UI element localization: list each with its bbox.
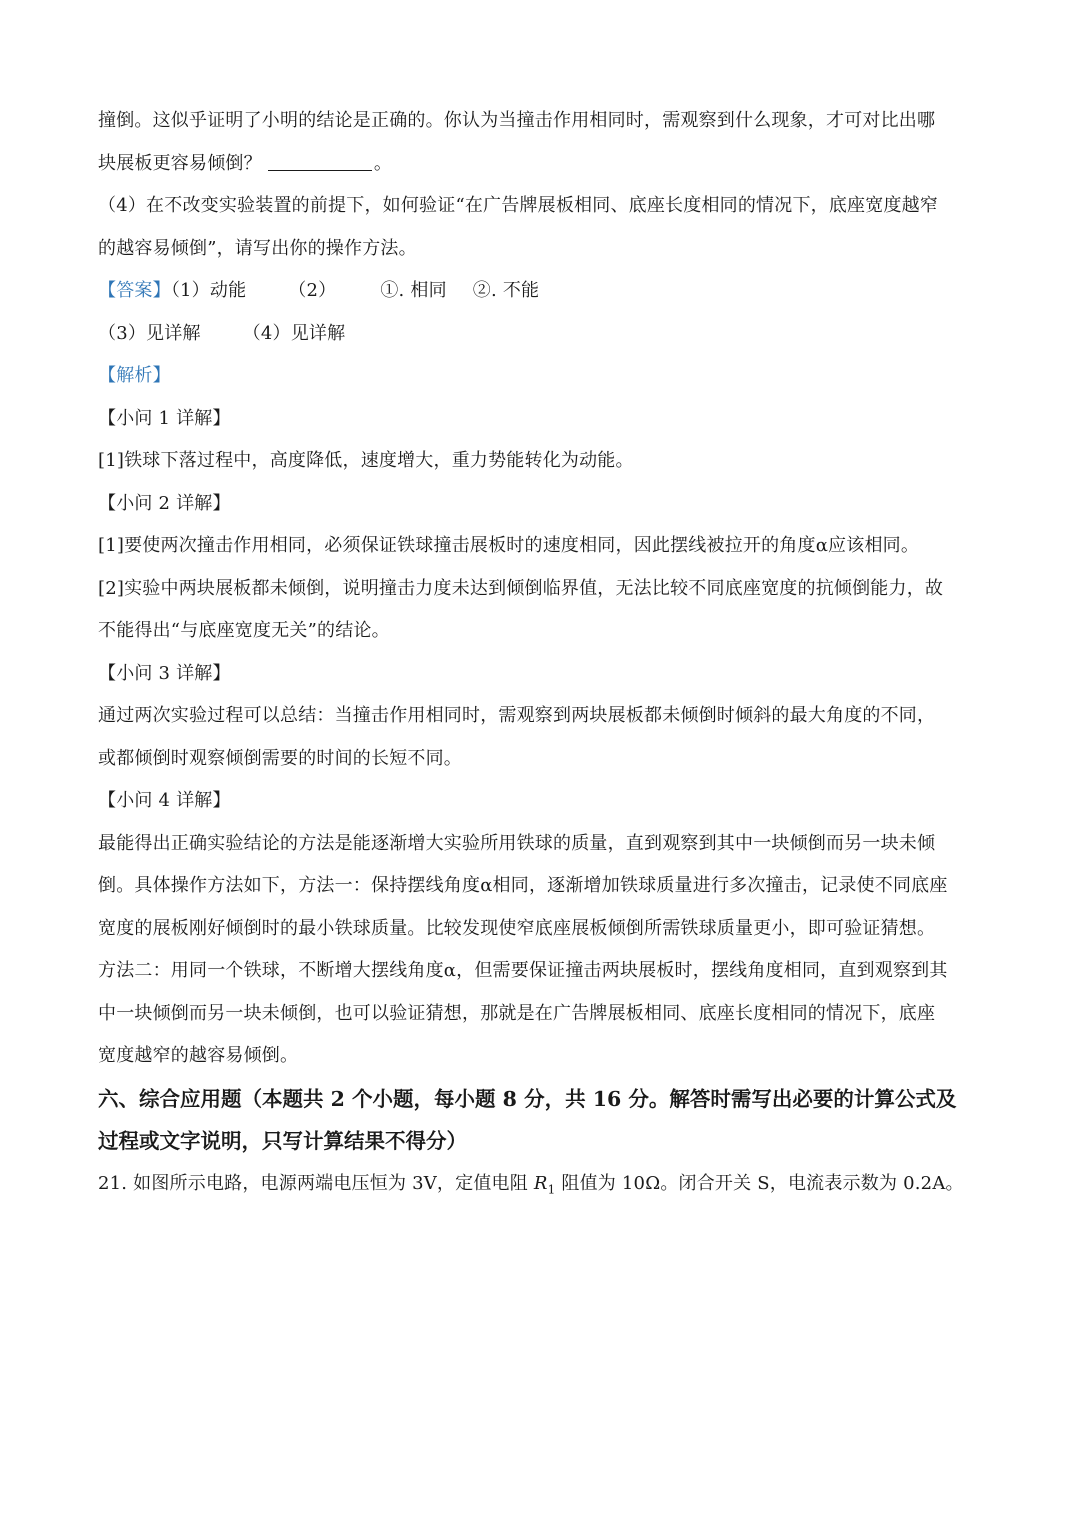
question-21-text: 21. 如图所示电路，电源两端电压恒为 3V，定值电阻 xyxy=(98,1172,534,1194)
answer-item: ①. 相同 xyxy=(380,280,447,301)
question-4-line: （4）在不改变实验装置的前提下，如何验证“在广告牌展板相同、底座长度相同的情况下，底座宽度越窄 xyxy=(98,195,939,216)
analysis-text: [1]要使两次撞击作用相同，必须保证铁球撞击展板时的速度相同，因此摆线被拉开的角度α应该相同。 xyxy=(98,535,920,556)
analysis-text: 倒。具体操作方法如下，方法一：保持摆线角度α相同，逐渐增加铁球质量进行多次撞击，记录使不同底座 xyxy=(98,875,948,896)
analysis-text: [2]实验中两块展板都未倾倒，说明撞击力度未达到倾倒临界值，无法比较不同底座宽度的抗倾倒能力，故 xyxy=(98,577,944,599)
analysis-text: 通过两次实验过程可以总结：当撞击作用相同时，需观察到两块展板都未倾倒时倾斜的最大角度的不同， xyxy=(98,705,936,726)
answer-line xyxy=(98,270,984,313)
analysis-text: 或都倾倒时观察倾倒需要的时间的长短不同。 xyxy=(98,747,462,769)
question-21-text: 阻值为 10Ω。闭合开关 S，电流表示数为 0.2A。 xyxy=(555,1172,964,1194)
answer-item: （2） xyxy=(288,280,337,301)
answer-item: （1）动能 xyxy=(170,280,247,301)
analysis-text: 宽度的展板刚好倾倒时的最小铁球质量。比较发现使窄底座展板倾倒所需铁球质量更小，即可验证猜想。 xyxy=(98,917,936,939)
document-page xyxy=(98,100,984,1205)
answer-item: ②. 不能 xyxy=(472,280,540,301)
answer-label: 【答案】 xyxy=(98,280,171,301)
analysis-label: 【解析】 xyxy=(98,365,171,386)
answer-line xyxy=(98,313,984,356)
section-heading: 过程或文字说明，只写计算结果不得分） xyxy=(98,1129,467,1153)
sub-question-heading: 【小问 2 详解】 xyxy=(98,492,231,514)
question-text: 块展板更容易倾倒？ xyxy=(98,152,262,174)
sub-question-heading: 【小问 3 详解】 xyxy=(98,662,231,684)
analysis-text: 中一块倾倒而另一块未倾倒，也可以验证猜想，那就是在广告牌展板相同、底座长度相同的情况下，底座 xyxy=(98,1002,936,1024)
question-text-line xyxy=(98,143,984,186)
question-4-line: 的越容易倾倒”，请写出你的操作方法。 xyxy=(98,237,417,259)
analysis-text: [1]铁球下落过程中，高度降低，速度增大，重力势能转化为动能。 xyxy=(98,450,634,471)
answer-item: （3）见详解 xyxy=(98,322,201,344)
analysis-text: 最能得出正确实验结论的方法是能逐渐增大实验所用铁球的质量，直到观察到其中一块倾倒而另一块未倾 xyxy=(98,832,936,854)
analysis-text: 方法二：用同一个铁球，不断增大摆线角度α，但需要保证撞击两块展板时，摆线角度相同，直到观察到其 xyxy=(98,960,948,981)
question-21 xyxy=(98,1163,984,1206)
answer-item: （4）见详解 xyxy=(242,322,346,344)
question-text-line: 撞倒。这似乎证明了小明的结论是正确的。你认为当撞击作用相同时，需观察到什么现象，才可对比出哪 xyxy=(98,110,936,131)
question-text: 。 xyxy=(373,152,393,174)
sub-question-heading: 【小问 4 详解】 xyxy=(98,790,231,811)
analysis-text: 不能得出“与底座宽度无关”的结论。 xyxy=(98,620,390,641)
resistor-subscript: 1 xyxy=(547,1182,556,1197)
section-heading: 六、综合应用题（本题共 2 个小题，每小题 8 分，共 16 分。解答时需写出必要的计算公式及 xyxy=(98,1086,957,1111)
answer-blank xyxy=(268,169,372,171)
resistor-symbol: R xyxy=(533,1172,548,1194)
sub-question-heading: 【小问 1 详解】 xyxy=(98,407,231,429)
analysis-text: 宽度越窄的越容易倾倒。 xyxy=(98,1045,299,1066)
